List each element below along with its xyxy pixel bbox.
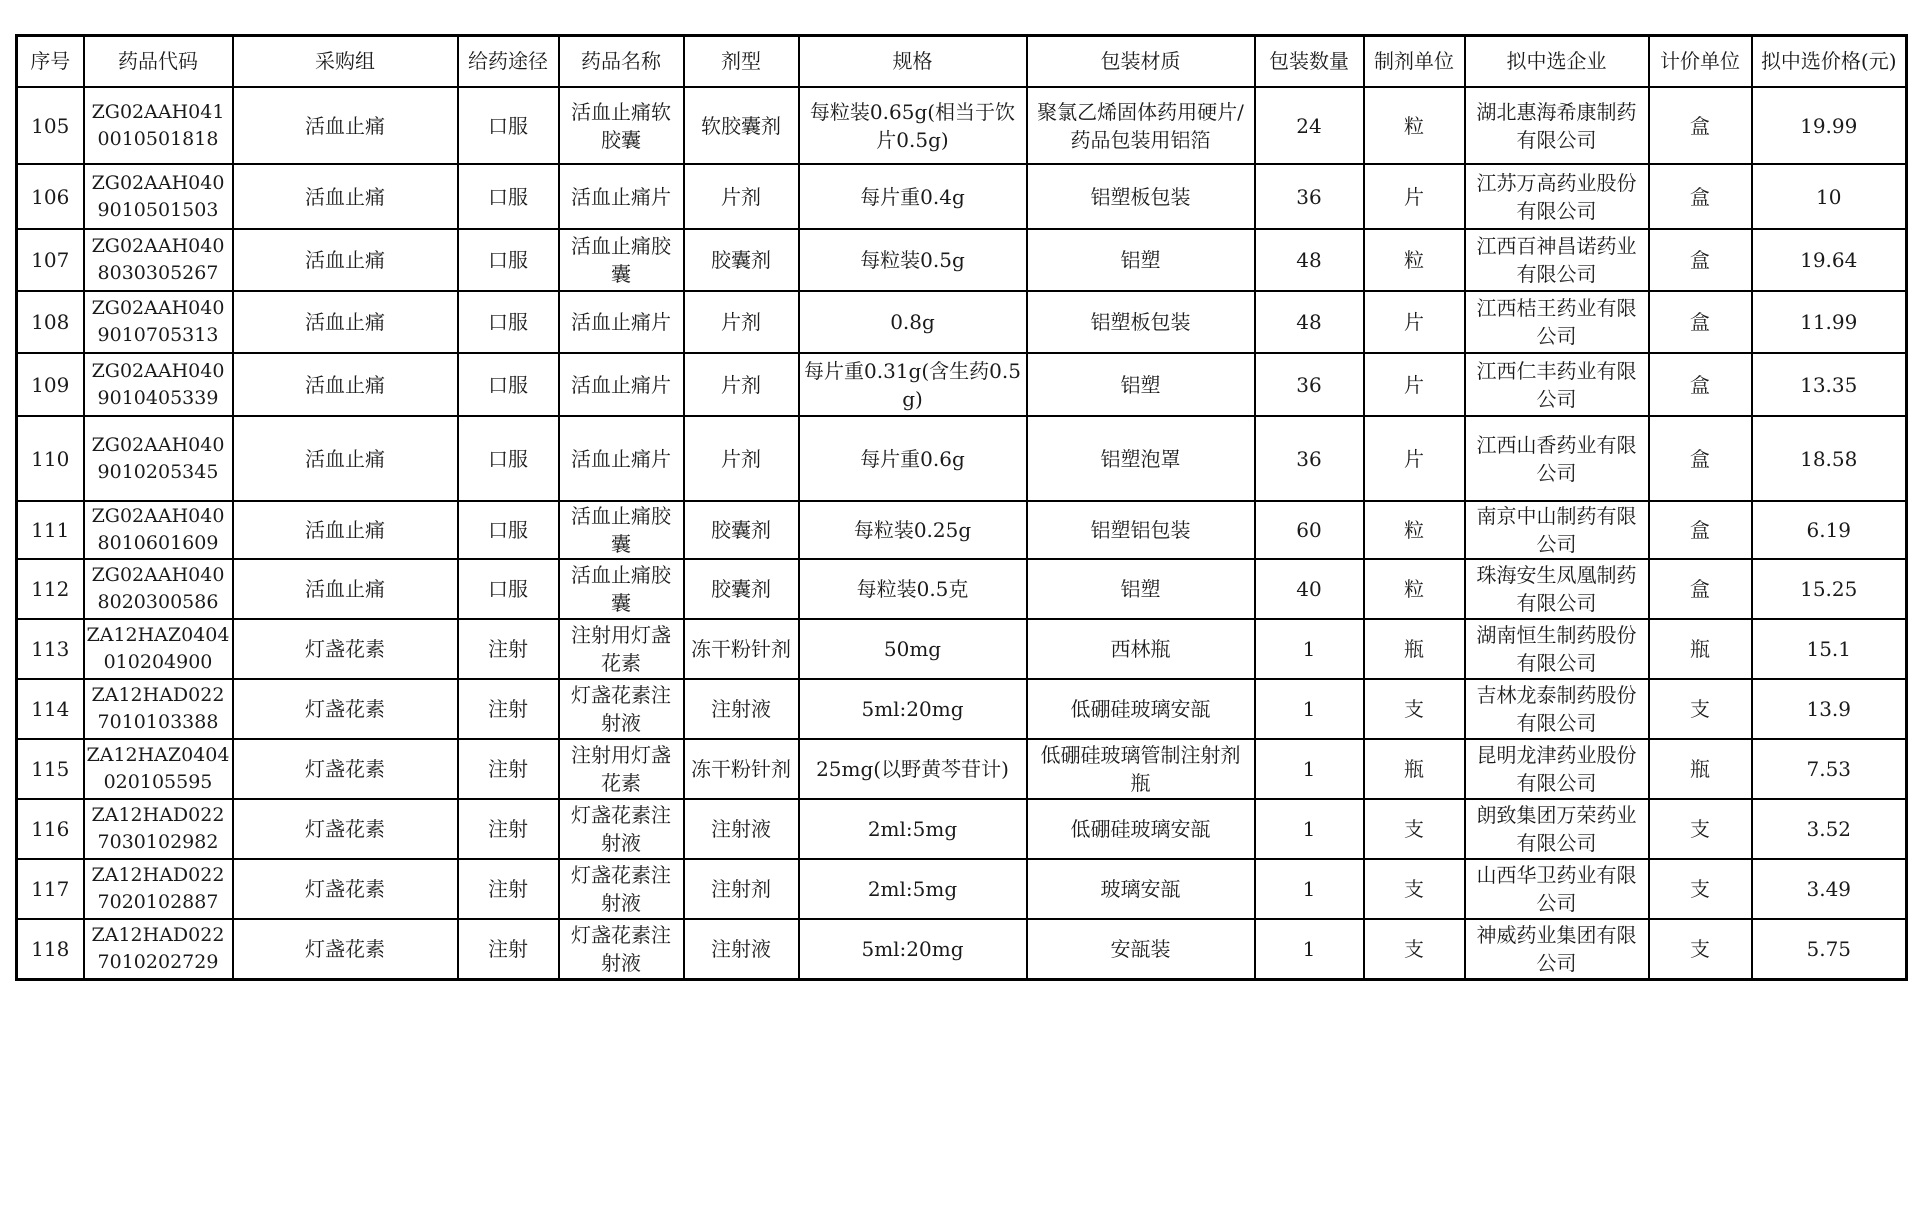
cell-company: 江西山香药业有限公司 <box>1465 416 1649 501</box>
cell-qty: 48 <box>1255 229 1364 291</box>
cell-name: 活血止痛胶囊 <box>559 501 684 559</box>
table-row <box>17 559 1907 619</box>
header-cell-spec: 规格 <box>799 36 1027 88</box>
header-cell-price-unit: 计价单位 <box>1649 36 1752 88</box>
cell-price: 3.49 <box>1752 859 1907 919</box>
cell-name: 活血止痛胶囊 <box>559 559 684 619</box>
cell-unit: 片 <box>1364 353 1465 416</box>
cell-company: 江西百神昌诺药业有限公司 <box>1465 229 1649 291</box>
table-row <box>17 799 1907 859</box>
header-cell-route: 给药途径 <box>458 36 559 88</box>
cell-price-unit: 瓶 <box>1649 619 1752 679</box>
cell-group: 活血止痛 <box>233 291 458 353</box>
cell-material: 铝塑铝包装 <box>1027 501 1255 559</box>
table-row <box>17 919 1907 979</box>
cell-route: 注射 <box>458 739 559 799</box>
cell-material: 玻璃安瓿 <box>1027 859 1255 919</box>
cell-qty: 48 <box>1255 291 1364 353</box>
cell-material: 铝塑泡罩 <box>1027 416 1255 501</box>
cell-no: 105 <box>17 87 84 164</box>
table-row <box>17 501 1907 559</box>
table-row <box>17 679 1907 739</box>
cell-name: 活血止痛片 <box>559 416 684 501</box>
cell-qty: 36 <box>1255 416 1364 501</box>
cell-spec: 每粒装0.5g <box>799 229 1027 291</box>
cell-spec: 50mg <box>799 619 1027 679</box>
cell-company: 吉林龙泰制药股份有限公司 <box>1465 679 1649 739</box>
cell-price-unit: 盒 <box>1649 164 1752 229</box>
cell-price-unit: 盒 <box>1649 416 1752 501</box>
cell-price-unit: 盒 <box>1649 559 1752 619</box>
cell-name: 灯盏花素注射液 <box>559 919 684 979</box>
cell-material: 低硼硅玻璃安瓿 <box>1027 679 1255 739</box>
cell-form: 胶囊剂 <box>684 559 799 619</box>
cell-group: 灯盏花素 <box>233 679 458 739</box>
cell-route: 注射 <box>458 619 559 679</box>
cell-spec: 0.8g <box>799 291 1027 353</box>
cell-spec: 25mg(以野黄芩苷计) <box>799 739 1027 799</box>
cell-company: 朗致集团万荣药业有限公司 <box>1465 799 1649 859</box>
cell-route: 口服 <box>458 164 559 229</box>
cell-form: 注射液 <box>684 799 799 859</box>
cell-material: 铝塑 <box>1027 229 1255 291</box>
header-cell-no: 序号 <box>17 36 84 88</box>
cell-code: ZG02AAH0409010405339 <box>84 353 233 416</box>
table-row <box>17 353 1907 416</box>
cell-spec: 每粒装0.65g(相当于饮片0.5g) <box>799 87 1027 164</box>
cell-material: 铝塑 <box>1027 559 1255 619</box>
cell-price-unit: 支 <box>1649 859 1752 919</box>
cell-group: 活血止痛 <box>233 416 458 501</box>
cell-form: 注射液 <box>684 919 799 979</box>
cell-route: 口服 <box>458 416 559 501</box>
cell-spec: 5ml:20mg <box>799 679 1027 739</box>
cell-price: 19.99 <box>1752 87 1907 164</box>
cell-form: 片剂 <box>684 416 799 501</box>
cell-company: 江西桔王药业有限公司 <box>1465 291 1649 353</box>
cell-no: 112 <box>17 559 84 619</box>
cell-price-unit: 支 <box>1649 799 1752 859</box>
cell-company: 山西华卫药业有限公司 <box>1465 859 1649 919</box>
cell-form: 片剂 <box>684 353 799 416</box>
cell-price: 7.53 <box>1752 739 1907 799</box>
cell-qty: 36 <box>1255 353 1364 416</box>
cell-spec: 每片重0.6g <box>799 416 1027 501</box>
cell-price-unit: 盒 <box>1649 501 1752 559</box>
cell-material: 低硼硅玻璃管制注射剂瓶 <box>1027 739 1255 799</box>
cell-qty: 36 <box>1255 164 1364 229</box>
cell-price: 13.35 <box>1752 353 1907 416</box>
cell-no: 108 <box>17 291 84 353</box>
cell-form: 冻干粉针剂 <box>684 619 799 679</box>
cell-spec: 5ml:20mg <box>799 919 1027 979</box>
header-cell-company: 拟中选企业 <box>1465 36 1649 88</box>
cell-code: ZG02AAH0408020300586 <box>84 559 233 619</box>
table-row <box>17 291 1907 353</box>
cell-unit: 粒 <box>1364 501 1465 559</box>
cell-route: 注射 <box>458 799 559 859</box>
cell-qty: 1 <box>1255 619 1364 679</box>
cell-no: 110 <box>17 416 84 501</box>
cell-group: 灯盏花素 <box>233 619 458 679</box>
cell-name: 活血止痛片 <box>559 291 684 353</box>
cell-qty: 24 <box>1255 87 1364 164</box>
cell-code: ZG02AAH0409010705313 <box>84 291 233 353</box>
cell-price-unit: 盒 <box>1649 87 1752 164</box>
cell-unit: 支 <box>1364 799 1465 859</box>
cell-no: 111 <box>17 501 84 559</box>
cell-code: ZG02AAH0409010205345 <box>84 416 233 501</box>
cell-material: 安瓿装 <box>1027 919 1255 979</box>
cell-name: 灯盏花素注射液 <box>559 679 684 739</box>
cell-route: 注射 <box>458 679 559 739</box>
cell-material: 铝塑 <box>1027 353 1255 416</box>
cell-spec: 每粒装0.5克 <box>799 559 1027 619</box>
cell-price: 15.25 <box>1752 559 1907 619</box>
cell-form: 片剂 <box>684 164 799 229</box>
cell-spec: 每粒装0.25g <box>799 501 1027 559</box>
cell-form: 胶囊剂 <box>684 229 799 291</box>
cell-material: 铝塑板包装 <box>1027 164 1255 229</box>
cell-price-unit: 支 <box>1649 679 1752 739</box>
cell-route: 口服 <box>458 291 559 353</box>
cell-unit: 片 <box>1364 164 1465 229</box>
cell-price: 6.19 <box>1752 501 1907 559</box>
cell-spec: 每片重0.4g <box>799 164 1027 229</box>
header-cell-code: 药品代码 <box>84 36 233 88</box>
cell-unit: 片 <box>1364 416 1465 501</box>
cell-group: 活血止痛 <box>233 87 458 164</box>
cell-form: 胶囊剂 <box>684 501 799 559</box>
cell-material: 铝塑板包装 <box>1027 291 1255 353</box>
cell-company: 江西仁丰药业有限公司 <box>1465 353 1649 416</box>
cell-code: ZG02AAH0408030305267 <box>84 229 233 291</box>
cell-no: 107 <box>17 229 84 291</box>
cell-code: ZG02AAH0409010501503 <box>84 164 233 229</box>
cell-route: 口服 <box>458 87 559 164</box>
cell-code: ZA12HAD0227030102982 <box>84 799 233 859</box>
cell-code: ZA12HAD0227020102887 <box>84 859 233 919</box>
cell-price: 5.75 <box>1752 919 1907 979</box>
cell-price-unit: 瓶 <box>1649 739 1752 799</box>
cell-name: 注射用灯盏花素 <box>559 619 684 679</box>
cell-unit: 片 <box>1364 291 1465 353</box>
cell-material: 西林瓶 <box>1027 619 1255 679</box>
cell-name: 注射用灯盏花素 <box>559 739 684 799</box>
cell-unit: 支 <box>1364 919 1465 979</box>
cell-qty: 40 <box>1255 559 1364 619</box>
cell-form: 片剂 <box>684 291 799 353</box>
table-body <box>17 87 1907 979</box>
header-cell-unit: 制剂单位 <box>1364 36 1465 88</box>
cell-unit: 支 <box>1364 859 1465 919</box>
table-row <box>17 164 1907 229</box>
cell-code: ZA12HAZ0404020105595 <box>84 739 233 799</box>
cell-price: 19.64 <box>1752 229 1907 291</box>
cell-route: 口服 <box>458 353 559 416</box>
cell-company: 湖北惠海希康制药有限公司 <box>1465 87 1649 164</box>
cell-name: 活血止痛片 <box>559 164 684 229</box>
table-row <box>17 619 1907 679</box>
cell-price-unit: 支 <box>1649 919 1752 979</box>
cell-group: 活血止痛 <box>233 229 458 291</box>
cell-qty: 1 <box>1255 679 1364 739</box>
cell-no: 106 <box>17 164 84 229</box>
cell-spec: 每片重0.31g(含生药0.5g) <box>799 353 1027 416</box>
cell-route: 口服 <box>458 559 559 619</box>
header-cell-form: 剂型 <box>684 36 799 88</box>
cell-company: 江苏万高药业股份有限公司 <box>1465 164 1649 229</box>
cell-no: 116 <box>17 799 84 859</box>
cell-company: 湖南恒生制药股份有限公司 <box>1465 619 1649 679</box>
cell-spec: 2ml:5mg <box>799 859 1027 919</box>
table-row <box>17 739 1907 799</box>
cell-group: 灯盏花素 <box>233 799 458 859</box>
cell-code: ZA12HAZ0404010204900 <box>84 619 233 679</box>
cell-qty: 1 <box>1255 919 1364 979</box>
cell-code: ZA12HAD0227010202729 <box>84 919 233 979</box>
cell-group: 活血止痛 <box>233 501 458 559</box>
cell-no: 117 <box>17 859 84 919</box>
cell-price: 11.99 <box>1752 291 1907 353</box>
cell-form: 冻干粉针剂 <box>684 739 799 799</box>
cell-unit: 瓶 <box>1364 739 1465 799</box>
cell-route: 口服 <box>458 229 559 291</box>
header-cell-name: 药品名称 <box>559 36 684 88</box>
cell-price: 13.9 <box>1752 679 1907 739</box>
cell-no: 109 <box>17 353 84 416</box>
header-cell-material: 包装材质 <box>1027 36 1255 88</box>
cell-company: 珠海安生凤凰制药有限公司 <box>1465 559 1649 619</box>
cell-company: 南京中山制药有限公司 <box>1465 501 1649 559</box>
cell-unit: 支 <box>1364 679 1465 739</box>
cell-group: 活血止痛 <box>233 164 458 229</box>
cell-group: 灯盏花素 <box>233 739 458 799</box>
drug-price-table <box>15 34 1908 981</box>
cell-route: 注射 <box>458 859 559 919</box>
header-cell-price: 拟中选价格(元) <box>1752 36 1907 88</box>
cell-company: 神威药业集团有限公司 <box>1465 919 1649 979</box>
cell-qty: 1 <box>1255 739 1364 799</box>
cell-price-unit: 盒 <box>1649 353 1752 416</box>
cell-form: 注射剂 <box>684 859 799 919</box>
header-cell-qty: 包装数量 <box>1255 36 1364 88</box>
cell-price-unit: 盒 <box>1649 229 1752 291</box>
header-cell-group: 采购组 <box>233 36 458 88</box>
cell-price: 3.52 <box>1752 799 1907 859</box>
cell-name: 活血止痛软胶囊 <box>559 87 684 164</box>
cell-code: ZG02AAH0408010601609 <box>84 501 233 559</box>
cell-price: 18.58 <box>1752 416 1907 501</box>
cell-company: 昆明龙津药业股份有限公司 <box>1465 739 1649 799</box>
cell-unit: 粒 <box>1364 87 1465 164</box>
cell-price: 15.1 <box>1752 619 1907 679</box>
cell-unit: 瓶 <box>1364 619 1465 679</box>
table-row <box>17 87 1907 164</box>
cell-no: 115 <box>17 739 84 799</box>
cell-name: 灯盏花素注射液 <box>559 799 684 859</box>
cell-qty: 1 <box>1255 799 1364 859</box>
table-row <box>17 416 1907 501</box>
cell-unit: 粒 <box>1364 559 1465 619</box>
cell-group: 活血止痛 <box>233 353 458 416</box>
cell-no: 118 <box>17 919 84 979</box>
cell-form: 软胶囊剂 <box>684 87 799 164</box>
cell-form: 注射液 <box>684 679 799 739</box>
cell-material: 低硼硅玻璃安瓿 <box>1027 799 1255 859</box>
cell-code: ZG02AAH0410010501818 <box>84 87 233 164</box>
cell-price: 10 <box>1752 164 1907 229</box>
table-row <box>17 859 1907 919</box>
cell-no: 114 <box>17 679 84 739</box>
cell-spec: 2ml:5mg <box>799 799 1027 859</box>
cell-group: 活血止痛 <box>233 559 458 619</box>
cell-group: 灯盏花素 <box>233 919 458 979</box>
table-row <box>17 229 1907 291</box>
cell-price-unit: 盒 <box>1649 291 1752 353</box>
header-row <box>17 36 1907 88</box>
cell-qty: 1 <box>1255 859 1364 919</box>
cell-group: 灯盏花素 <box>233 859 458 919</box>
cell-name: 活血止痛片 <box>559 353 684 416</box>
cell-qty: 60 <box>1255 501 1364 559</box>
cell-route: 口服 <box>458 501 559 559</box>
cell-code: ZA12HAD0227010103388 <box>84 679 233 739</box>
cell-name: 灯盏花素注射液 <box>559 859 684 919</box>
cell-unit: 粒 <box>1364 229 1465 291</box>
cell-name: 活血止痛胶囊 <box>559 229 684 291</box>
cell-no: 113 <box>17 619 84 679</box>
cell-material: 聚氯乙烯固体药用硬片/药品包装用铝箔 <box>1027 87 1255 164</box>
cell-route: 注射 <box>458 919 559 979</box>
